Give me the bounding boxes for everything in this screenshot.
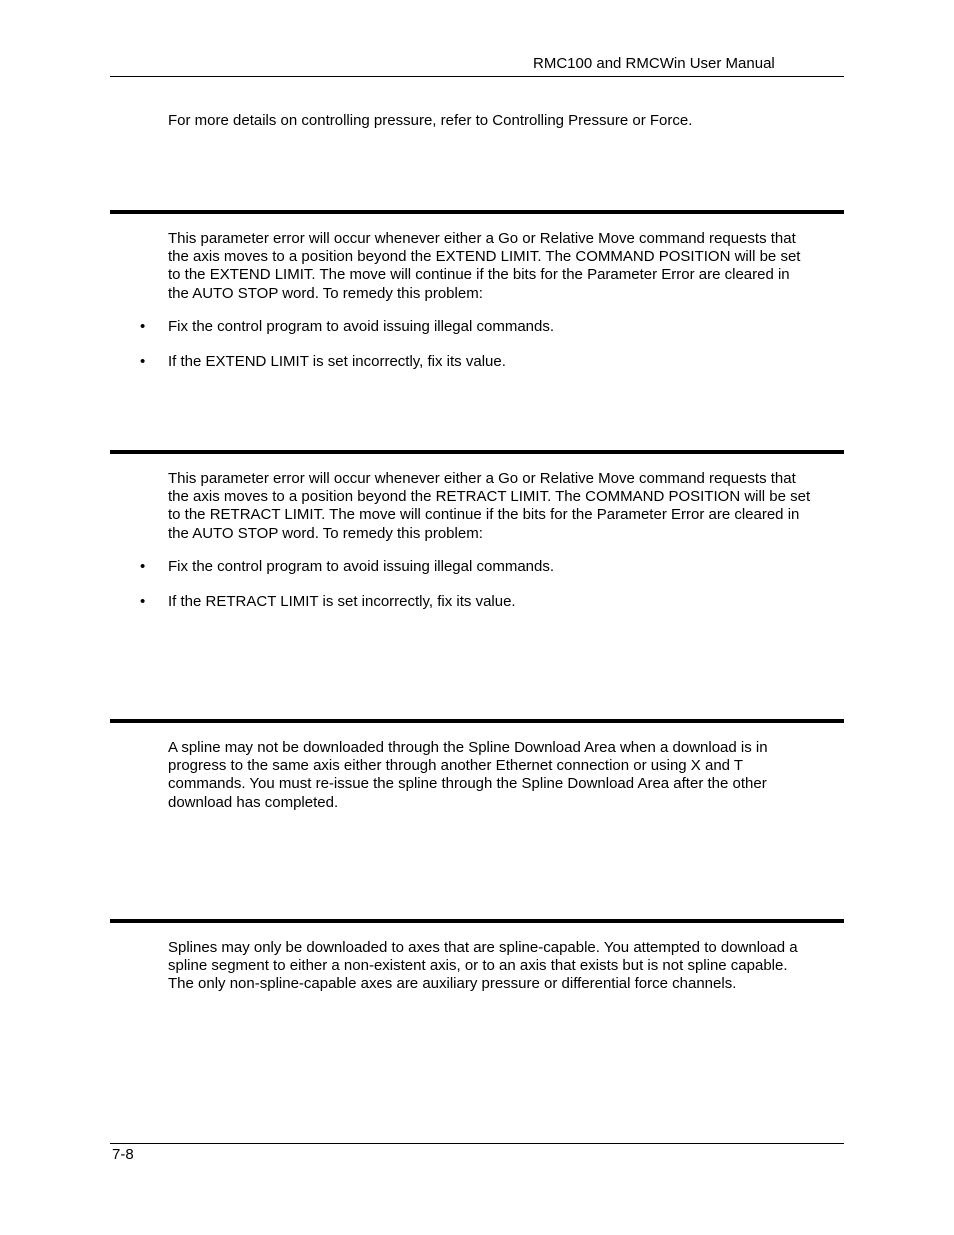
footer-rule — [110, 1143, 844, 1144]
section-paragraph-spline-download: A spline may not be downloaded through the Spline Download Area when a download is in progress to the same axis either through another Ethernet connection or using X and T commands. You must re-issue the spline through the Spline Download Area after the other download has completed. — [168, 739, 768, 811]
bullet-marker: • — [140, 353, 146, 370]
bullet-marker: • — [140, 593, 146, 610]
running-header-title: RMC100 and RMCWin User Manual — [533, 55, 775, 72]
bullet-marker: • — [140, 558, 146, 575]
section-paragraph-retract-limit: This parameter error will occur whenever either a Go or Relative Move command requests that the axis moves to a position beyond the RETRACT LIMIT. The COMMAND POSITION will be set to the RETRACT LIMIT. The move will continue if the bits for the Parameter Error are cleared in the AUTO STOP word. To remedy this problem: — [168, 470, 811, 542]
section-divider-extend-limit — [110, 210, 844, 214]
section-paragraph-extend-limit: This parameter error will occur whenever either a Go or Relative Move command requests that the axis moves to a position beyond the EXTEND LIMIT. The COMMAND POSITION will be set to the EXTEND LIMIT. The move will continue if the bits for the Parameter Error are cleared in the AUTO STOP word. To remedy this problem: — [168, 230, 801, 302]
intro-paragraph: For more details on controlling pressure, refer to Controlling Pressure or Force. — [168, 112, 693, 129]
bullet-item: If the EXTEND LIMIT is set incorrectly, fix its value. — [168, 353, 506, 370]
bullet-marker: • — [140, 318, 146, 335]
bullet-item: Fix the control program to avoid issuing illegal commands. — [168, 558, 555, 575]
section-paragraph-spline-capable: Splines may only be downloaded to axes that are spline-capable. You attempted to download a spline segment to either a non-existent axis, or to an axis that exists but is not spline capable. The only non-spline-capable axes are auxiliary pressure or differential force channels. — [168, 939, 798, 993]
section-divider-spline-download — [110, 719, 844, 723]
section-divider-retract-limit — [110, 450, 844, 454]
page-number: 7-8 — [112, 1146, 134, 1163]
bullet-item: Fix the control program to avoid issuing illegal commands. — [168, 318, 555, 335]
bullet-item: If the RETRACT LIMIT is set incorrectly, fix its value. — [168, 593, 516, 610]
header-rule — [110, 76, 844, 77]
section-divider-spline-capable — [110, 919, 844, 923]
